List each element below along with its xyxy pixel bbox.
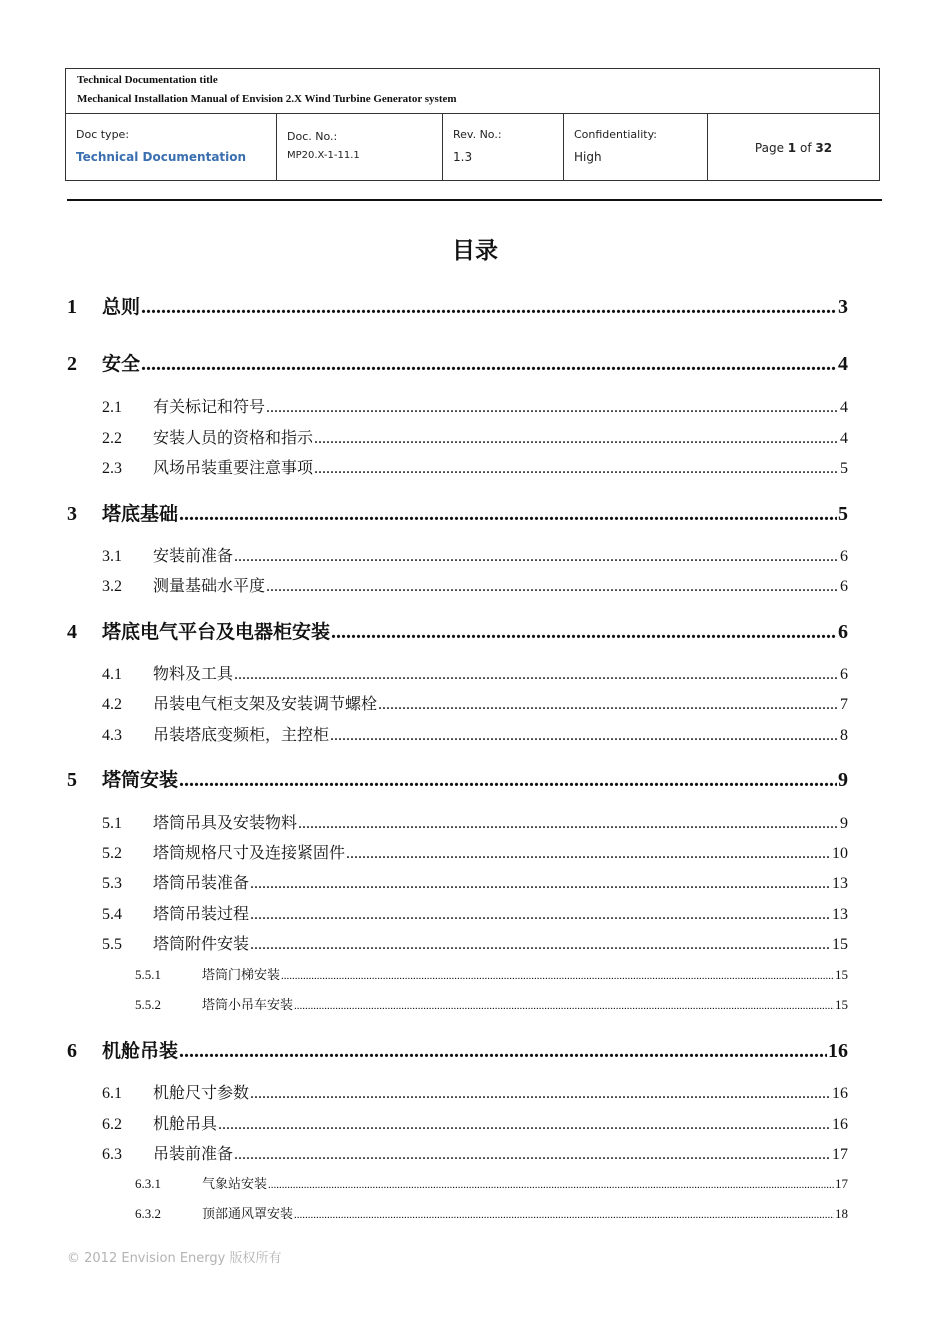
toc-leader-dots (298, 815, 839, 833)
rev-no-value: 1.3 (453, 150, 473, 164)
toc-entry-page: 5 (840, 460, 848, 477)
toc-entry-page: 6 (840, 666, 848, 683)
toc-entry-number: 3.1 (102, 548, 122, 565)
toc-entry[interactable] (102, 931, 848, 954)
page-indicator (755, 141, 832, 155)
toc-entry-page: 17 (832, 1146, 848, 1163)
toc-entry-page: 17 (835, 1176, 848, 1191)
toc-entry-number: 6.3.2 (135, 1206, 161, 1221)
toc-entry-title: 机舱尺寸参数 (153, 1083, 250, 1102)
toc-entry-number: 4 (67, 621, 77, 643)
toc-entry[interactable] (102, 840, 848, 863)
toc-entry-number: 6 (67, 1040, 77, 1062)
toc-entry[interactable] (67, 765, 848, 792)
toc-entry-page: 10 (832, 845, 848, 862)
toc-entry-page: 6 (838, 621, 848, 643)
toc-entry[interactable] (135, 1173, 848, 1192)
toc-entry-title: 测量基础水平度 (153, 576, 266, 595)
toc-leader-dots (281, 970, 834, 982)
toc-entry-number: 2.2 (102, 430, 122, 447)
document-header-table (65, 68, 880, 181)
toc-entry[interactable] (102, 394, 848, 417)
toc-entry-number: 3 (67, 503, 77, 525)
toc-entry[interactable] (135, 994, 848, 1013)
toc-entry-number: 5 (67, 769, 77, 791)
doc-no-label: Doc. No.: (287, 130, 338, 143)
toc-entry[interactable] (102, 691, 848, 714)
toc-entry[interactable] (67, 292, 848, 319)
toc-entry-number: 2.3 (102, 460, 122, 477)
copyright-footer: © 2012 Envision Energy 版权所有 (67, 1251, 282, 1266)
toc-entry-page: 16 (832, 1116, 848, 1133)
toc-entry-page: 16 (828, 1040, 848, 1062)
toc-leader-dots (250, 906, 831, 924)
toc-entry-number: 5.4 (102, 906, 122, 923)
toc-entry-number: 3.2 (102, 578, 122, 595)
toc-leader-dots (268, 1179, 834, 1191)
page-current: 1 (787, 140, 797, 155)
toc-entry-title: 吊装电气柜支架及安装调节螺栓 (153, 694, 378, 713)
toc-entry[interactable] (102, 870, 848, 893)
toc-entry-title: 塔筒吊具及安装物料 (153, 813, 298, 832)
doc-title-label: Technical Documentation title (77, 74, 218, 86)
page-word: Page (754, 140, 784, 155)
toc-entry-title: 有关标记和符号 (153, 397, 266, 416)
toc-leader-dots (330, 727, 839, 745)
toc-leader-dots (266, 399, 839, 417)
toc-entry[interactable] (102, 661, 848, 684)
toc-entry-number: 4.2 (102, 696, 122, 713)
toc-leader-dots (179, 1040, 827, 1063)
toc-entry[interactable] (102, 722, 848, 745)
toc-entry[interactable] (102, 1141, 848, 1164)
toc-leader-dots (218, 1116, 831, 1134)
toc-entry-page: 13 (832, 906, 848, 923)
toc-entry-page: 4 (838, 353, 848, 375)
toc-leader-dots (250, 1085, 831, 1103)
doc-type-cell (66, 114, 277, 181)
toc-entry-title: 风场吊装重要注意事项 (153, 458, 314, 477)
toc-entry-title: 机舱吊具 (153, 1114, 218, 1133)
toc-entry-page: 4 (840, 430, 848, 447)
toc-entry-number: 6.3 (102, 1146, 122, 1163)
toc-entry[interactable] (135, 964, 848, 983)
header-title-block (66, 69, 879, 114)
doc-type-label: Doc type: (76, 128, 130, 141)
toc-entry-page: 15 (832, 936, 848, 953)
toc-entry-title: 塔筒吊装准备 (153, 873, 250, 892)
toc-entry[interactable] (102, 810, 848, 833)
toc-entry-title: 塔筒吊装过程 (153, 904, 250, 923)
toc-entry-page: 13 (832, 875, 848, 892)
rev-no-cell (443, 114, 564, 181)
toc-entry[interactable] (67, 1036, 848, 1063)
toc-entry-title: 安装人员的资格和指示 (153, 428, 314, 447)
toc-entry-title: 顶部通风罩安装 (202, 1207, 294, 1222)
toc-entry-page: 15 (835, 997, 848, 1012)
toc-entry[interactable] (67, 617, 848, 644)
toc-entry[interactable] (102, 573, 848, 596)
page-of-word: of (799, 140, 812, 155)
toc-entry-number: 1 (67, 296, 77, 318)
toc-entry-title: 塔底基础 (102, 503, 179, 525)
toc-entry-page: 5 (838, 503, 848, 525)
toc-entry-page: 7 (840, 696, 848, 713)
toc-leader-dots (314, 460, 839, 478)
toc-entry[interactable] (102, 543, 848, 566)
confidentiality-label: Confidentiality: (574, 128, 657, 141)
toc-entry-title: 塔筒门梯安装 (202, 968, 281, 983)
toc-entry-number: 5.5.2 (135, 997, 161, 1012)
toc-entry-title: 吊装前准备 (153, 1144, 234, 1163)
toc-leader-dots (179, 503, 837, 526)
toc-leader-dots (314, 430, 839, 448)
toc-entry-title: 机舱吊装 (102, 1040, 179, 1062)
toc-entry-page: 8 (840, 727, 848, 744)
toc-entry-number: 6.3.1 (135, 1176, 161, 1191)
toc-entry-page: 16 (832, 1085, 848, 1102)
toc-entry-page: 18 (835, 1206, 848, 1221)
toc-entry-number: 2.1 (102, 399, 122, 416)
toc-entry[interactable] (102, 455, 848, 478)
toc-entry[interactable] (102, 1111, 848, 1134)
toc-entry-page: 15 (835, 967, 848, 982)
toc-entry-title: 物料及工具 (153, 664, 234, 683)
confidentiality-value: High (574, 150, 602, 164)
toc-entry-number: 5.5 (102, 936, 122, 953)
page-indicator-cell (708, 114, 879, 181)
toc-leader-dots (250, 875, 831, 893)
rev-no-label: Rev. No.: (453, 128, 502, 141)
header-divider (67, 199, 882, 201)
page-total: 32 (815, 140, 833, 155)
toc-entry-page: 6 (840, 578, 848, 595)
toc-entry-title: 塔筒安装 (102, 769, 179, 791)
toc-entry[interactable] (102, 1080, 848, 1103)
toc-entry-number: 2 (67, 353, 77, 375)
toc-entry-title: 总则 (102, 296, 141, 318)
toc-entry-number: 5.5.1 (135, 967, 161, 982)
toc-entry-number: 6.1 (102, 1085, 122, 1102)
toc-entry[interactable] (102, 425, 848, 448)
toc-entry-page: 9 (838, 769, 848, 791)
toc-entry-page: 9 (840, 815, 848, 832)
doc-title-value: Mechanical Installation Manual of Envision 2.X Wind Turbine Generator system (77, 93, 457, 105)
confidentiality-cell (564, 114, 708, 181)
toc-leader-dots (294, 1000, 834, 1012)
toc-leader-dots (234, 666, 839, 684)
toc-entry-number: 5.2 (102, 845, 122, 862)
toc-entry[interactable] (135, 1203, 848, 1222)
toc-leader-dots (294, 1209, 834, 1221)
toc-entry-title: 塔筒规格尺寸及连接紧固件 (153, 843, 346, 862)
toc-entry-number: 5.1 (102, 815, 122, 832)
toc-leader-dots (141, 353, 837, 376)
header-meta-row (66, 114, 879, 181)
toc-leader-dots (266, 578, 839, 596)
toc-entry-title: 塔筒小吊车安装 (202, 998, 294, 1013)
toc-entry-title: 塔筒附件安装 (153, 934, 250, 953)
toc-entry-number: 4.3 (102, 727, 122, 744)
toc-leader-dots (141, 296, 837, 319)
toc-entry-page: 6 (840, 548, 848, 565)
doc-no-value: MP20.X-1-11.1 (287, 150, 360, 161)
toc-entry-title: 吊装塔底变频柜，主控柜 (153, 725, 330, 744)
toc-leader-dots (234, 548, 839, 566)
toc-entry-page: 3 (838, 296, 848, 318)
toc-entry[interactable] (102, 901, 848, 924)
toc-entry-title: 气象站安装 (202, 1177, 268, 1192)
toc-entry-title: 塔底电气平台及电器柜安装 (102, 621, 331, 643)
toc-leader-dots (378, 696, 839, 714)
toc-entry-number: 4.1 (102, 666, 122, 683)
toc-entry-page: 4 (840, 399, 848, 416)
toc-entry-number: 6.2 (102, 1116, 122, 1133)
toc-leader-dots (331, 621, 837, 644)
toc-leader-dots (250, 936, 831, 954)
toc-entry-number: 5.3 (102, 875, 122, 892)
toc-entry-title: 安装前准备 (153, 546, 234, 565)
toc-entry[interactable] (67, 499, 848, 526)
toc-title: 目录 (452, 238, 498, 264)
toc-entry[interactable] (67, 349, 848, 376)
toc-leader-dots (179, 769, 837, 792)
toc-leader-dots (346, 845, 831, 863)
doc-no-cell (277, 114, 443, 181)
toc-entry-title: 安全 (102, 353, 141, 375)
doc-type-value: Technical Documentation (76, 150, 247, 164)
toc-leader-dots (234, 1146, 831, 1164)
